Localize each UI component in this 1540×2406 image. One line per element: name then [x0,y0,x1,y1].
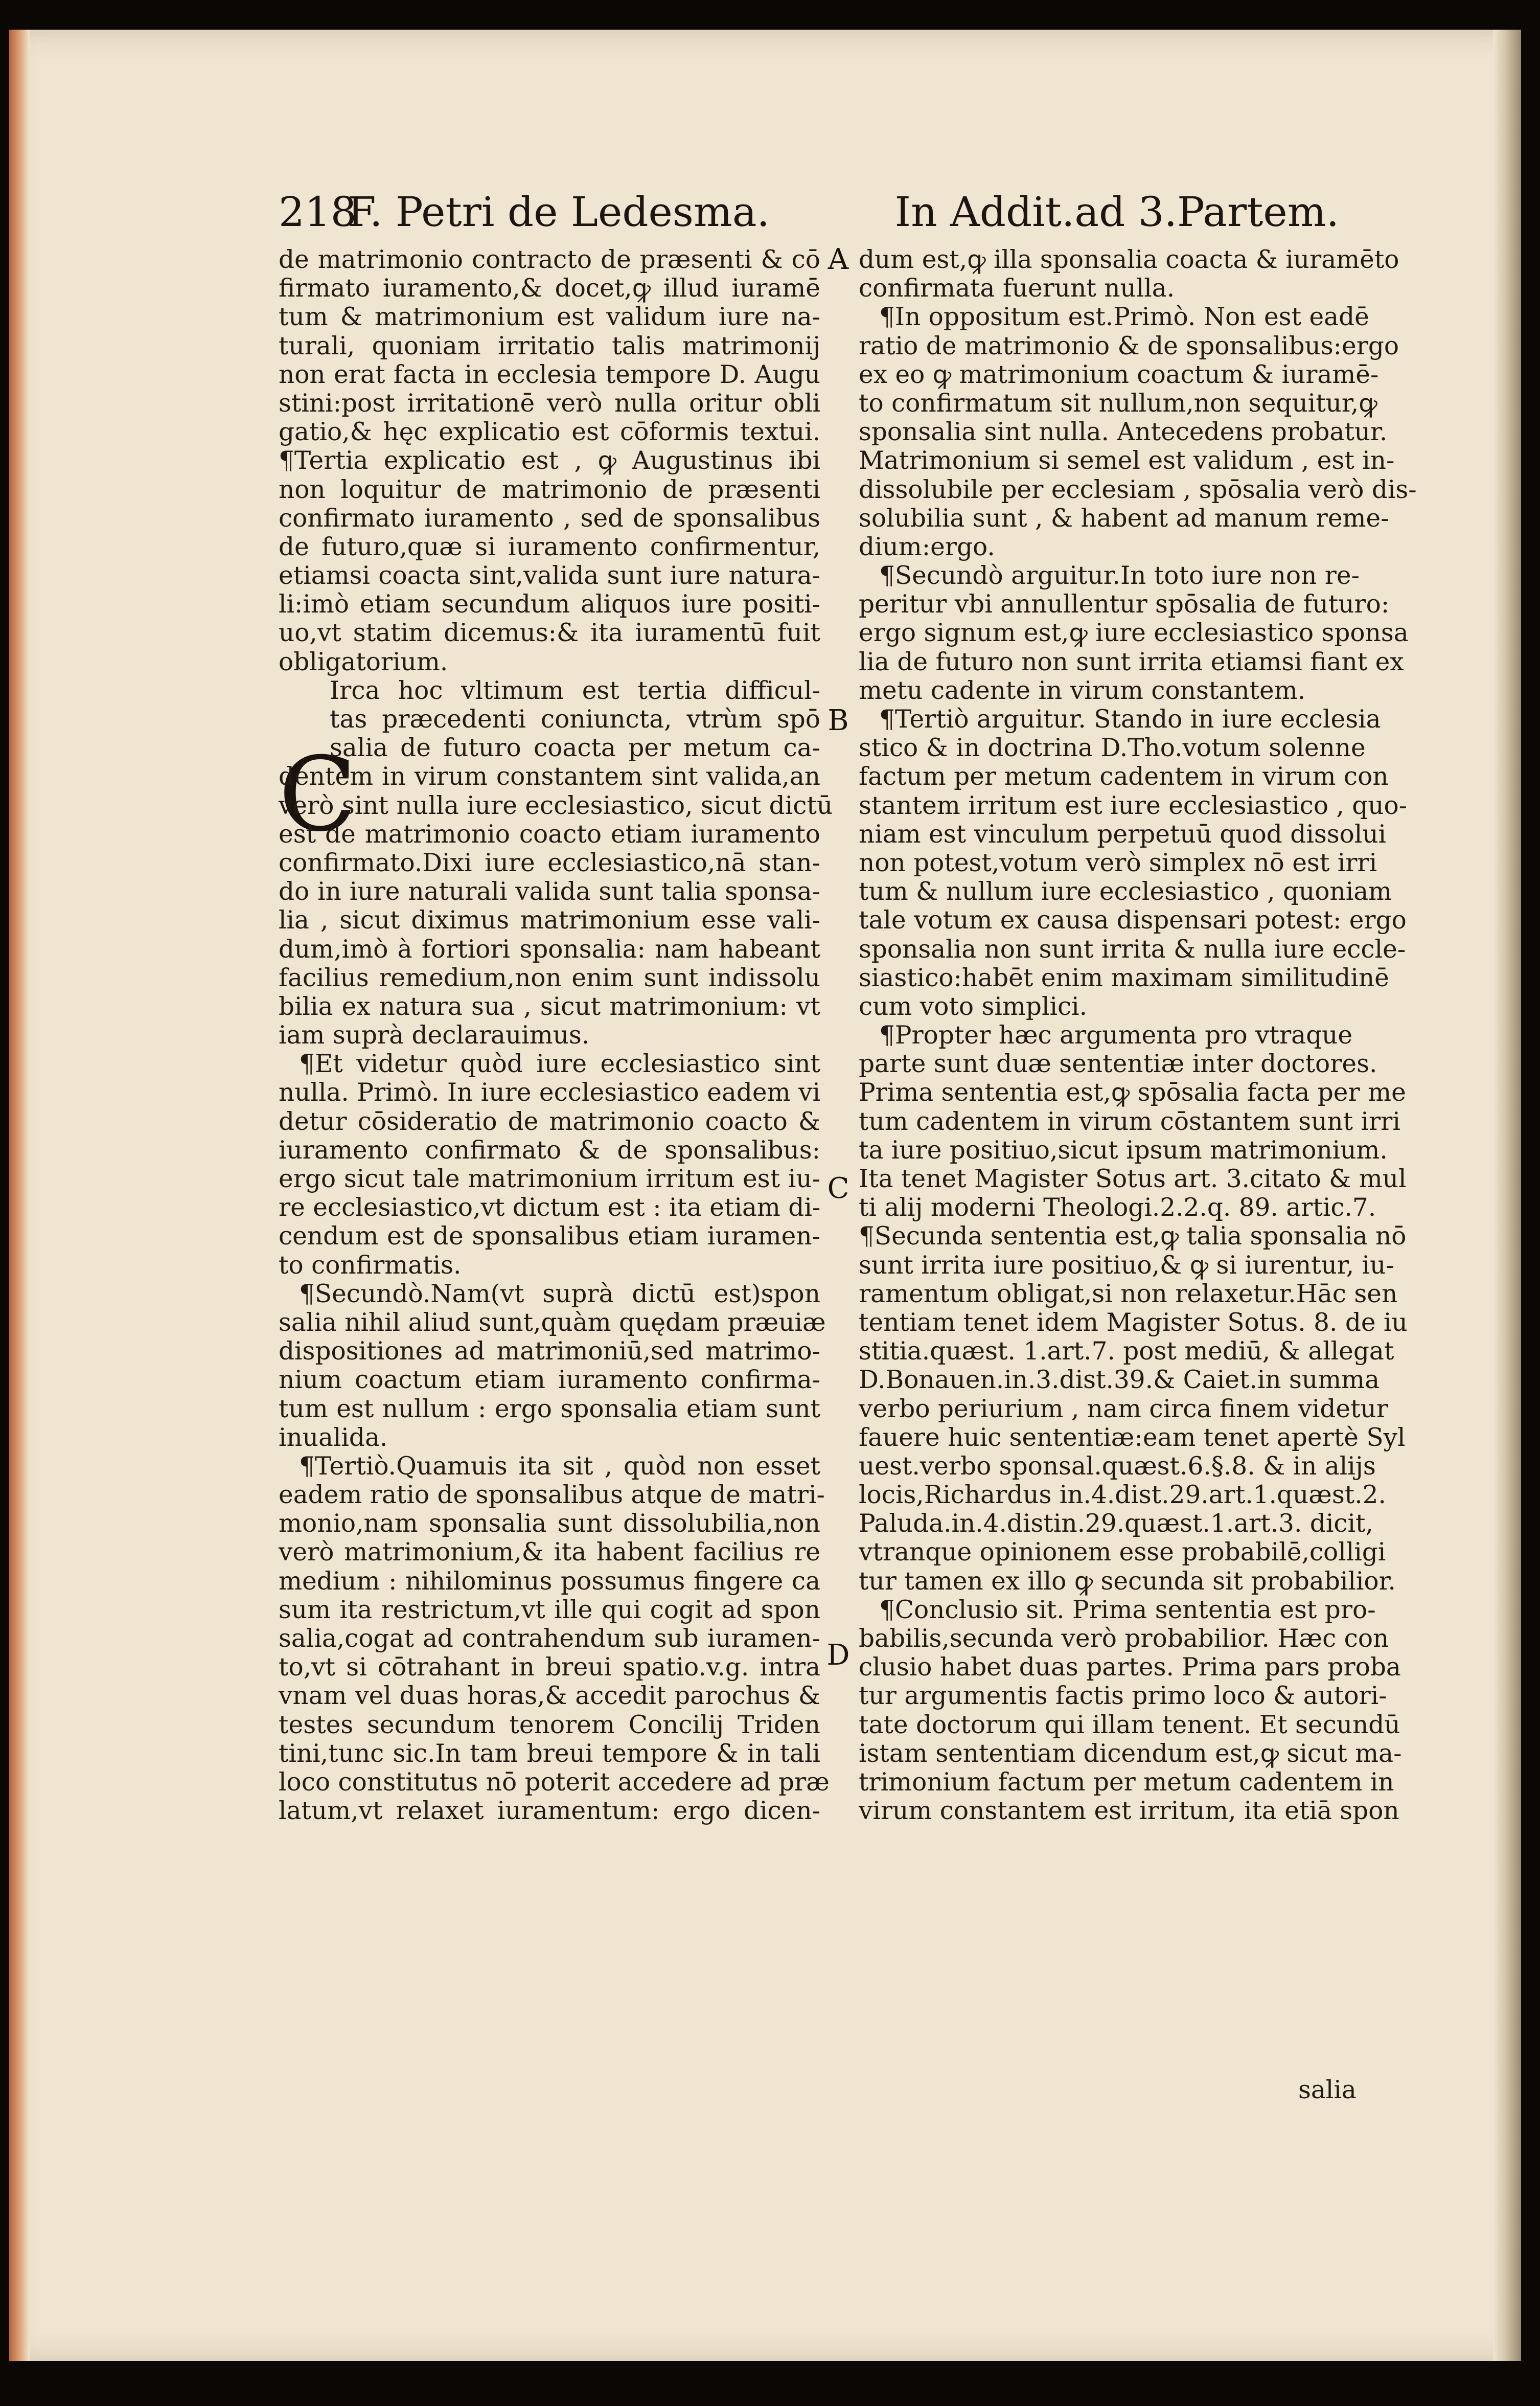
right-column-line: uest.verbo sponsal.quæst.6.§.8. & in alijs [859,1451,1376,1481]
right-column-line: ta iure positiuo,sicut ipsum matrimonium. [859,1136,1388,1165]
right-column-line: istam sententiam dicendum est,ꝙ sicut ma- [859,1739,1402,1768]
right-column-line: ratio de matrimonio & de sponsalibus:ergo [859,331,1399,360]
left-column-line: to confirmatis. [279,1251,462,1280]
right-column-line: sunt irrita iure positiuo,& ꝙ si iurentur, iu- [859,1251,1394,1280]
right-column-line: tale votum ex causa dispensari potest: ergo [859,906,1407,935]
left-column-line: sum ita restrictum,vt ille qui cogit ad spon [279,1595,820,1624]
left-column-line: turali, quoniam irritatio talis matrimonij [279,331,820,360]
right-column-line: ¶Propter hæc argumenta pro vtraque [879,1021,1353,1050]
right-column-line: stico & in doctrina D.Tho.votum solenne [859,734,1366,763]
right-column-line: trimonium factum per metum cadentem in [859,1767,1394,1797]
right-column-line: D.Bonauen.in.3.dist.39.& Caiet.in summa [859,1366,1380,1395]
left-column-line: testes secundum tenorem Concilij Triden [279,1710,820,1739]
left-column-line: gatio,& hęc explicatio est cōformis textui. [279,418,820,447]
margin-letter-a: A [828,243,849,276]
left-column-line: firmato iuramento,& docet,ꝙ illud iuramē [279,274,820,303]
left-column-line: medium : nihilominus possumus fingere ca [279,1567,820,1596]
left-column-line: non erat facta in ecclesia tempore D. Augu [279,360,820,389]
right-column-line: tum & nullum iure ecclesiastico , quoniam [859,877,1392,906]
right-column-line: ¶Secundò arguitur.In toto iure non re- [879,561,1360,591]
left-column-line: dum,imò à fortiori sponsalia: nam habeant [279,935,820,964]
left-column-line: est de matrimonio coacto etiam iuramento [279,820,820,849]
left-column-line: tini,tunc sic.In tam breui tempore & in tali [279,1739,820,1768]
left-column-line: do in iure naturali valida sunt talia sponsa- [279,877,820,906]
right-column-line: stitia.quæst. 1.art.7. post mediū, & allegat [859,1337,1394,1366]
right-column-line: Paluda.in.4.distin.29.quæst.1.art.3. dicit, [859,1509,1373,1538]
left-column-line: salia nihil aliud sunt,quàm quędam præuiæ [279,1308,826,1337]
left-column-line: nulla. Primò. In iure ecclesiastico eadem vi [279,1078,820,1107]
right-column-line: sponsalia non sunt irrita & nulla iure eccle- [859,935,1406,964]
right-text-column [859,245,1417,2101]
left-column-line: ¶Et videtur quòd iure ecclesiastico sint [299,1050,820,1079]
right-column-line: babilis,secunda verò probabilior. Hæc con [859,1624,1389,1653]
left-column-line: non loquitur de matrimonio de præsenti [279,475,820,504]
right-column-line: to confirmatum sit nullum,non sequitur,ꝙ [859,389,1377,418]
drop-capital: C [279,735,357,854]
right-column-line: factum per metum cadentem in virum con [859,762,1389,791]
left-column-line: eadem ratio de sponsalibus atque de matri- [279,1481,825,1510]
left-column-line: verò sint nulla iure ecclesiastico, sicut dictū [279,791,833,820]
right-column-line: ¶In oppositum est.Primò. Non est eadē [879,303,1369,332]
running-header [279,184,1339,240]
left-column-line: stini:post irritationē verò nulla oritur obli [279,389,820,418]
right-column-line: Matrimonium si semel est validum , est in- [859,446,1395,475]
left-column-line: re ecclesiastico,vt dictum est : ita etiam di- [279,1193,821,1222]
left-column-line: to,vt si cōtrahant in breui spatio.v.g. intra [279,1653,820,1682]
right-column-line: Prima sententia est,ꝙ spōsalia facta per me [859,1078,1406,1107]
left-column-line: tum est nullum : ergo sponsalia etiam sunt [279,1394,820,1423]
left-column-line: ¶Tertia explicatio est , ꝙ Augustinus ibi [279,446,820,475]
right-column-line: tentiam tenet idem Magister Sotus. 8. de iu [859,1308,1408,1337]
left-column-line: li:imò etiam secundum aliquos iure positi- [279,590,820,619]
left-column-line: tas præcedenti coniuncta, vtrùm spō [330,705,820,734]
left-column-line: lia , sicut diximus matrimonium esse vali- [279,906,820,935]
left-column-line: monio,nam sponsalia sunt dissolubilia,non [279,1509,820,1538]
left-column-line: latum,vt relaxet iuramentum: ergo dicen- [279,1797,820,1826]
right-column-line: lia de futuro non sunt irrita etiamsi fiant ex [859,647,1404,676]
left-column-line: uo,vt statim dicemus:& ita iuramentū fuit [279,619,820,648]
left-column-line: dispositiones ad matrimoniū,sed matrimo- [279,1337,820,1366]
right-column-line: ¶Secunda sententia est,ꝙ talia sponsalia nō [859,1222,1407,1251]
right-column-line: verbo periurium , nam circa finem videtur [859,1394,1388,1423]
left-column-line: tum & matrimonium est validum iure na- [279,303,820,332]
margin-letter-d: D [826,1639,850,1672]
left-column-line: confirmato iuramento , sed de sponsalibus [279,504,820,533]
left-column-line: ¶Tertiò.Quamuis ita sit , quòd non esset [299,1451,820,1481]
page-edge-left [9,30,30,2361]
right-column-line: ex eo ꝙ matrimonium coactum & iuramē- [859,360,1379,389]
running-title-section: In Addit.ad 3.Partem. [894,188,1339,236]
left-column-line: vnam vel duas horas,& accedit parochus & [279,1682,820,1711]
left-column-line: cendum est de sponsalibus etiam iuramen- [279,1222,820,1251]
left-column-line: detur cōsideratio de matrimonio coacto & [279,1107,820,1136]
right-column-line: dissolubile per ecclesiam , spōsalia verò dis- [859,475,1417,504]
right-column-line: non potest,votum verò simplex nō est irri [859,848,1377,877]
right-column-line: parte sunt duæ sententiæ inter doctores. [859,1050,1377,1079]
left-column-line: ¶Secundò.Nam(vt suprà dictū est)spon [299,1279,820,1308]
left-column-line: verò matrimonium,& ita habent facilius re [279,1538,820,1567]
right-column-line: Ita tenet Magister Sotus art. 3.citato & mul [859,1165,1407,1193]
right-column-line: ¶Tertiò arguitur. Stando in iure ecclesia [879,705,1381,734]
right-column-line: fauere huic sententiæ:eam tenet apertè Syl [859,1423,1406,1452]
catchword: salia [1298,2076,1357,2104]
right-column-line: tur tamen ex illo ꝙ secunda sit probabilior. [859,1567,1396,1596]
right-column-line: locis,Richardus in.4.dist.29.art.1.quæst.2. [859,1481,1386,1510]
left-column-line: confirmato.Dixi iure ecclesiastico,nā stan- [279,848,820,877]
margin-letter-b: B [828,704,849,737]
right-column-line: confirmata fuerunt nulla. [859,274,1175,303]
right-column-line: virum constantem est irritum, ita etiā spon [859,1797,1399,1826]
right-column-line: peritur vbi annullentur spōsalia de futuro: [859,590,1390,619]
right-column-line: ti alij moderni Theologi.2.2.q. 89. artic.7. [859,1193,1376,1222]
left-column-line: etiamsi coacta sint,valida sunt iure natura- [279,561,820,591]
right-column-line: ergo signum est,ꝙ iure ecclesiastico sponsa [859,619,1409,648]
right-column-line: cum voto simplici. [859,992,1088,1021]
page-edge-right [1493,30,1521,2361]
right-column-line: stantem irritum est iure ecclesiastico , quo- [859,791,1408,820]
left-column-line: ergo sicut tale matrimonium irritum est iu- [279,1165,820,1193]
left-column-line: iam suprà declarauimus. [279,1021,590,1050]
right-column-line: solubilia sunt , & habent ad manum reme- [859,504,1389,533]
right-column-line: sponsalia sint nulla. Antecedens probatur. [859,418,1388,447]
left-column-line: loco constitutus nō poterit accedere ad præ [279,1767,830,1797]
left-column-line: salia,cogat ad contrahendum sub iuramen- [279,1624,820,1653]
left-column-line: obligatorium. [279,647,448,676]
right-column-line: metu cadente in virum constantem. [859,676,1306,705]
left-column-line: iuramento confirmato & de sponsalibus: [279,1136,820,1165]
left-column-line: de matrimonio contracto de præsenti & cō [279,245,820,274]
right-column-line: dium:ergo. [859,532,995,561]
right-column-line: ¶Conclusio sit. Prima sententia est pro- [879,1595,1376,1624]
right-column-line: ramentum obligat,si non relaxetur.Hāc sen [859,1279,1398,1308]
left-column-line: bilia ex natura sua , sicut matrimonium: vt [279,992,820,1021]
left-column-line: Irca hoc vltimum est tertia difficul- [330,676,820,705]
left-column-line: inualida. [279,1423,388,1452]
right-column-line: siastico:habēt enim maximam similitudinē [859,963,1389,992]
left-text-column [279,245,833,2101]
left-column-line: de futuro,quæ si iuramento confirmentur, [279,532,820,561]
right-column-line: vtranque opinionem esse probabilē,colligi [859,1538,1386,1567]
left-column-line: dentem in virum constantem sint valida,an [279,762,820,791]
right-column-line: clusio habet duas partes. Prima pars proba [859,1653,1401,1682]
left-column-line: nium coactum etiam iuramento confirma- [279,1366,820,1395]
left-column-line: facilius remedium,non enim sunt indissolu [279,963,820,992]
running-title-author: F. Petri de Ledesma. [348,188,770,236]
right-column-line: niam est vinculum perpetuū quod dissolui [859,820,1387,849]
right-column-line: dum est,ꝙ illa sponsalia coacta & iuramēto [859,245,1399,274]
right-column-line: tur argumentis factis primo loco & autori- [859,1682,1387,1711]
margin-letter-c: C [827,1172,849,1205]
right-column-line: tate doctorum qui illam tenent. Et secundū [859,1710,1400,1739]
left-column-line: salia de futuro coacta per metum ca- [330,734,820,763]
right-column-line: tum cadentem in virum cōstantem sunt irri [859,1107,1400,1136]
page-number: 218 [279,188,357,236]
